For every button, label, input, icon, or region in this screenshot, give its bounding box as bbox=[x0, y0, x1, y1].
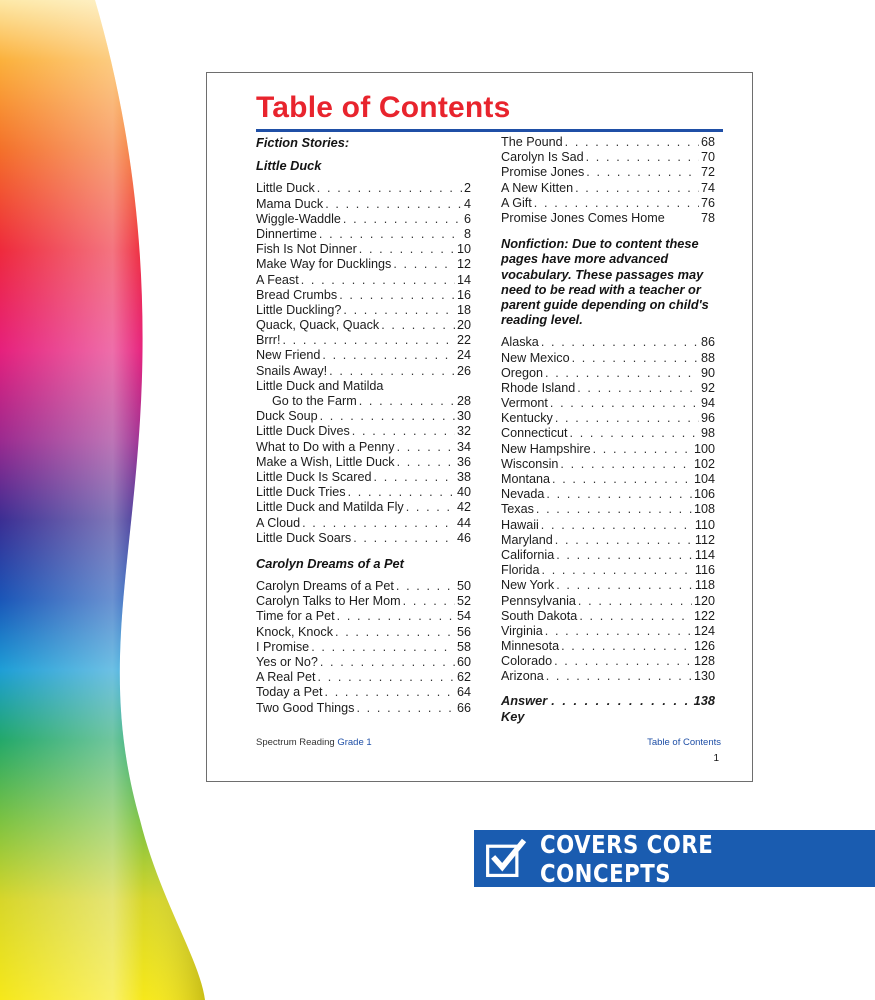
toc-entry[interactable] bbox=[256, 288, 471, 303]
toc-entry[interactable] bbox=[501, 609, 715, 624]
entry-page: 18 bbox=[456, 302, 471, 317]
entry-title: Montana bbox=[501, 472, 551, 487]
entry-title: Brrr! bbox=[256, 333, 281, 348]
entry-page: 106 bbox=[693, 487, 715, 502]
page-title: Table of Contents bbox=[256, 91, 511, 124]
toc-entry[interactable] bbox=[256, 579, 471, 594]
leader-dots bbox=[545, 366, 699, 381]
leader-dots bbox=[542, 563, 693, 578]
entry-title: Florida bbox=[501, 563, 540, 578]
leader-dots bbox=[534, 196, 699, 211]
entry-title: New Hampshire bbox=[501, 441, 591, 456]
entry-title: Promise Jones bbox=[501, 165, 585, 180]
entry-page: 94 bbox=[700, 396, 715, 411]
toc-entry[interactable] bbox=[256, 655, 471, 670]
toc-entry[interactable] bbox=[501, 487, 715, 502]
entry-page: 96 bbox=[700, 411, 715, 426]
entry-title: Two Good Things bbox=[256, 700, 355, 715]
page-number: 1 bbox=[713, 753, 719, 764]
entry-page: 32 bbox=[456, 424, 471, 439]
toc-entry[interactable] bbox=[501, 518, 715, 533]
entry-page: 76 bbox=[700, 195, 715, 210]
toc-entry[interactable] bbox=[256, 670, 471, 685]
toc-entry[interactable] bbox=[501, 426, 715, 441]
entry-page: 56 bbox=[456, 624, 471, 639]
entry-title: Nevada bbox=[501, 487, 545, 502]
entry-page: 90 bbox=[700, 365, 715, 380]
entry-page: 28 bbox=[456, 394, 471, 409]
toc-entry[interactable] bbox=[501, 381, 715, 396]
leader-dots bbox=[545, 624, 692, 639]
toc-entry[interactable] bbox=[256, 455, 471, 470]
entry-title: New Friend bbox=[256, 348, 321, 363]
entry-page: 12 bbox=[456, 257, 471, 272]
entry-title: Maryland bbox=[501, 532, 553, 547]
leader-dots bbox=[555, 411, 699, 426]
footer-series: Spectrum Reading bbox=[256, 737, 335, 748]
entry-page: 40 bbox=[456, 485, 471, 500]
toc-entry[interactable] bbox=[256, 531, 471, 546]
entry-page: 68 bbox=[700, 135, 715, 149]
entry-page: 50 bbox=[456, 579, 471, 594]
toc-entry[interactable] bbox=[501, 351, 715, 366]
entry-page: 70 bbox=[700, 150, 715, 165]
toc-entry[interactable] bbox=[256, 303, 471, 318]
entry-title: Kentucky bbox=[501, 411, 553, 426]
toc-entry[interactable] bbox=[501, 563, 715, 578]
entry-page: 20 bbox=[456, 318, 471, 333]
leader-dots bbox=[335, 625, 455, 640]
entry-title: Snails Away! bbox=[256, 363, 328, 378]
toc-entry[interactable] bbox=[501, 211, 715, 226]
entry-page: 34 bbox=[456, 439, 471, 454]
leader-dots bbox=[393, 257, 455, 272]
leader-dots bbox=[329, 364, 455, 379]
entry-page: 130 bbox=[693, 669, 715, 684]
leader-dots bbox=[325, 685, 455, 700]
entry-page: 116 bbox=[694, 563, 715, 578]
leader-dots bbox=[550, 396, 699, 411]
toc-entry[interactable] bbox=[256, 500, 471, 515]
toc-entry[interactable] bbox=[256, 409, 471, 424]
entry-page: 58 bbox=[456, 639, 471, 654]
leader-dots bbox=[343, 212, 462, 227]
entry-title: Make a Wish, Little Duck bbox=[256, 454, 395, 469]
entry-page: 110 bbox=[694, 517, 715, 532]
leader-dots bbox=[536, 502, 692, 517]
entry-title: Little Duck Is Scared bbox=[256, 469, 372, 484]
leader-dots bbox=[593, 442, 692, 457]
entry-page: 42 bbox=[456, 500, 471, 515]
toc-entry[interactable] bbox=[501, 442, 715, 457]
toc-entry[interactable] bbox=[256, 424, 471, 439]
entry-page: 122 bbox=[693, 608, 715, 623]
entry-title: Vermont bbox=[501, 396, 548, 411]
entry-title: Oregon bbox=[501, 365, 544, 380]
toc-entry[interactable] bbox=[256, 197, 471, 212]
leader-dots bbox=[322, 348, 455, 363]
entry-title: Little Duckling? bbox=[256, 302, 342, 317]
entry-page: 54 bbox=[456, 609, 471, 624]
footer-grade: Grade 1 bbox=[337, 737, 372, 748]
toc-entry[interactable] bbox=[256, 594, 471, 609]
leader-dots bbox=[577, 381, 699, 396]
leader-dots bbox=[356, 701, 455, 716]
entry-page: 114 bbox=[694, 547, 715, 562]
leader-dots bbox=[397, 440, 455, 455]
leader-dots bbox=[352, 424, 455, 439]
toc-entry[interactable] bbox=[256, 364, 471, 379]
leader-dots bbox=[337, 609, 455, 624]
document-page bbox=[206, 72, 753, 782]
entry-title: Pennsylvania bbox=[501, 593, 576, 608]
entry-title: Today a Pet bbox=[256, 685, 323, 700]
leader-dots bbox=[546, 669, 692, 684]
toc-entry[interactable] bbox=[501, 196, 715, 211]
toc-entry[interactable] bbox=[256, 348, 471, 363]
toc-entry[interactable] bbox=[256, 333, 471, 348]
entry-page: 26 bbox=[456, 363, 471, 378]
leader-dots bbox=[359, 242, 455, 257]
entry-page: 16 bbox=[456, 287, 471, 302]
entry-title: Texas bbox=[501, 502, 534, 517]
entry-page: 102 bbox=[693, 456, 715, 471]
toc-entry[interactable] bbox=[501, 578, 715, 593]
entry-title: Fish Is Not Dinner bbox=[256, 242, 357, 257]
entry-page: 124 bbox=[693, 623, 715, 638]
entry-page: 92 bbox=[700, 380, 715, 395]
entry-page: 118 bbox=[694, 578, 715, 593]
toc-entry[interactable] bbox=[256, 470, 471, 485]
leader-dots bbox=[343, 303, 455, 318]
leader-dots bbox=[575, 181, 699, 196]
leader-dots bbox=[320, 655, 455, 670]
leader-dots bbox=[282, 333, 455, 348]
entry-title: A Feast bbox=[256, 272, 299, 287]
badge-label: COVERS CORE CONCEPTS bbox=[539, 829, 714, 888]
entry-page: 24 bbox=[456, 348, 471, 363]
leader-dots bbox=[565, 135, 699, 150]
entry-title: Bread Crumbs bbox=[256, 287, 338, 302]
entry-title: Virginia bbox=[501, 623, 543, 638]
toc-entry[interactable] bbox=[501, 548, 715, 563]
leader-dots bbox=[578, 594, 692, 609]
entry-page: 10 bbox=[456, 242, 471, 257]
entry-title: Mama Duck bbox=[256, 196, 324, 211]
section-heading: Little Duck bbox=[256, 158, 322, 174]
toc-entry[interactable] bbox=[256, 379, 471, 394]
entry-page: 62 bbox=[456, 670, 471, 685]
entry-title: Time for a Pet bbox=[256, 609, 335, 624]
entry-title: A Gift bbox=[501, 195, 532, 210]
leader-dots bbox=[546, 487, 692, 502]
toc-entry[interactable] bbox=[501, 533, 715, 548]
toc-entry[interactable] bbox=[501, 135, 715, 150]
toc-entry[interactable] bbox=[501, 396, 715, 411]
entry-title: Quack, Quack, Quack bbox=[256, 318, 380, 333]
leader-dots bbox=[339, 288, 455, 303]
entry-page: 74 bbox=[700, 180, 715, 195]
entry-title: Promise Jones Comes Home bbox=[501, 210, 665, 225]
section-heading: Fiction Stories: bbox=[256, 135, 350, 150]
entry-title: Go to the Farm bbox=[272, 394, 357, 409]
leader-dots bbox=[359, 394, 455, 409]
leader-dots bbox=[560, 457, 692, 472]
entry-title: Little Duck and Matilda Fly bbox=[256, 500, 404, 515]
toc-entry[interactable] bbox=[256, 273, 471, 288]
entry-title: Answer Key bbox=[501, 692, 548, 724]
entry-page: 22 bbox=[456, 333, 471, 348]
toc-entry[interactable] bbox=[256, 394, 471, 409]
entry-title: California bbox=[501, 547, 555, 562]
entry-page: 128 bbox=[693, 654, 715, 669]
entry-page: 2 bbox=[463, 181, 471, 196]
leader-dots bbox=[396, 579, 455, 594]
entry-page: 138 bbox=[693, 692, 715, 708]
entry-title: I Promise bbox=[256, 639, 310, 654]
toc-entry[interactable] bbox=[256, 485, 471, 500]
toc-entry[interactable] bbox=[256, 227, 471, 242]
entry-title: Connecticut bbox=[501, 426, 568, 441]
leader-dots bbox=[556, 578, 693, 593]
toc-entry[interactable] bbox=[501, 181, 715, 196]
rainbow-ribbon-decoration bbox=[0, 0, 220, 1000]
entry-title: A Real Pet bbox=[256, 670, 316, 685]
entry-page: 4 bbox=[463, 196, 471, 211]
nonfiction-note: Nonfiction: Due to content these pages have more advanced vocabulary. These passages may need to be read with a teacher or parent guide depending on child's reading level. bbox=[501, 236, 709, 328]
toc-entry[interactable] bbox=[256, 516, 471, 531]
entry-title: Alaska bbox=[501, 335, 539, 350]
entry-title: Wisconsin bbox=[501, 456, 559, 471]
leader-dots bbox=[325, 197, 462, 212]
entry-title: Carolyn Dreams of a Pet bbox=[256, 579, 394, 594]
toc-entry[interactable] bbox=[501, 165, 715, 180]
entry-title: The Pound bbox=[501, 135, 563, 149]
entry-page: 14 bbox=[456, 272, 471, 287]
toc-entry[interactable] bbox=[501, 639, 715, 654]
toc-entry[interactable] bbox=[501, 502, 715, 517]
toc-entry[interactable] bbox=[256, 625, 471, 640]
leader-dots bbox=[541, 518, 693, 533]
entry-page: 36 bbox=[456, 454, 471, 469]
entry-title: A New Kitten bbox=[501, 180, 574, 195]
toc-entry[interactable] bbox=[501, 366, 715, 381]
entry-page: 120 bbox=[693, 593, 715, 608]
leader-dots bbox=[317, 181, 462, 196]
leader-dots bbox=[586, 165, 699, 180]
toc-entry[interactable] bbox=[501, 150, 715, 165]
leader-dots bbox=[541, 335, 699, 350]
leader-dots bbox=[301, 273, 455, 288]
leader-dots bbox=[374, 470, 455, 485]
toc-entry[interactable] bbox=[256, 609, 471, 624]
leader-dots bbox=[311, 640, 455, 655]
toc-entry[interactable] bbox=[256, 685, 471, 700]
leader-dots bbox=[555, 533, 693, 548]
toc-entry[interactable] bbox=[256, 440, 471, 455]
entry-page: 72 bbox=[700, 165, 715, 180]
toc-entry[interactable] bbox=[501, 654, 715, 669]
toc-entry[interactable] bbox=[256, 181, 471, 196]
entry-title: New York bbox=[501, 578, 555, 593]
leader-dots bbox=[579, 609, 692, 624]
entry-title: A Cloud bbox=[256, 515, 301, 530]
covers-core-concepts-badge bbox=[474, 830, 875, 887]
entry-title: Duck Soup bbox=[256, 409, 318, 424]
toc-entry[interactable] bbox=[501, 335, 715, 350]
toc-entry[interactable] bbox=[501, 472, 715, 487]
entry-page: 30 bbox=[456, 409, 471, 424]
leader-dots bbox=[348, 485, 455, 500]
toc-entry[interactable] bbox=[256, 257, 471, 272]
leader-dots bbox=[561, 639, 692, 654]
entry-title: Knock, Knock bbox=[256, 624, 334, 639]
leader-dots bbox=[403, 594, 455, 609]
entry-page: 66 bbox=[456, 700, 471, 715]
leader-dots bbox=[570, 426, 699, 441]
entry-title: Hawaii bbox=[501, 517, 539, 532]
entry-page: 64 bbox=[456, 685, 471, 700]
leader-dots bbox=[319, 227, 462, 242]
entry-title: Little Duck and Matilda bbox=[256, 378, 384, 393]
leader-dots bbox=[397, 455, 455, 470]
entry-title: Carolyn Is Sad bbox=[501, 150, 584, 165]
toc-entry[interactable] bbox=[501, 669, 715, 684]
entry-page: 98 bbox=[700, 426, 715, 441]
entry-page: 86 bbox=[700, 335, 715, 350]
leader-dots bbox=[381, 318, 455, 333]
entry-title: Little Duck Dives bbox=[256, 424, 350, 439]
leader-dots bbox=[556, 548, 693, 563]
entry-page: 52 bbox=[456, 594, 471, 609]
entry-page: 126 bbox=[693, 639, 715, 654]
entry-page: 104 bbox=[693, 472, 715, 487]
toc-entry[interactable] bbox=[501, 411, 715, 426]
title-underline bbox=[256, 129, 723, 132]
entry-title: Wiggle-Waddle bbox=[256, 211, 341, 226]
toc-entry[interactable] bbox=[501, 594, 715, 609]
entry-title: Little Duck Soars bbox=[256, 530, 352, 545]
toc-entry[interactable] bbox=[256, 318, 471, 333]
leader-dots bbox=[552, 472, 692, 487]
leader-dots bbox=[318, 670, 455, 685]
entry-page: 100 bbox=[693, 441, 715, 456]
toc-entry[interactable] bbox=[256, 242, 471, 257]
left-column bbox=[256, 135, 471, 716]
entry-title: South Dakota bbox=[501, 608, 578, 623]
leader-dots bbox=[572, 351, 699, 366]
right-column bbox=[501, 135, 715, 725]
entry-title: Carolyn Talks to Her Mom bbox=[256, 594, 401, 609]
entry-page: 46 bbox=[456, 530, 471, 545]
toc-entry[interactable] bbox=[501, 457, 715, 472]
toc-entry[interactable] bbox=[501, 624, 715, 639]
leader-dots bbox=[320, 409, 455, 424]
entry-page: 108 bbox=[693, 502, 715, 517]
entry-title: New Mexico bbox=[501, 350, 570, 365]
leader-dots bbox=[302, 516, 455, 531]
entry-title: Minnesota bbox=[501, 639, 560, 654]
toc-entry[interactable] bbox=[256, 701, 471, 716]
footer-left bbox=[256, 737, 372, 748]
leader-dots bbox=[551, 693, 689, 709]
leader-dots bbox=[353, 531, 455, 546]
entry-title: Make Way for Ducklings bbox=[256, 257, 392, 272]
entry-title: Little Duck bbox=[256, 181, 315, 196]
entry-page: 78 bbox=[700, 210, 715, 225]
entry-title: What to Do with a Penny bbox=[256, 439, 395, 454]
entry-page: 38 bbox=[456, 469, 471, 484]
entry-title: Colorado bbox=[501, 654, 553, 669]
entry-title: Little Duck Tries bbox=[256, 485, 346, 500]
toc-entry[interactable] bbox=[256, 212, 471, 227]
leader-dots bbox=[406, 500, 455, 515]
entry-title: Arizona bbox=[501, 669, 544, 684]
entry-title: Dinnertime bbox=[256, 226, 317, 241]
entry-page: 8 bbox=[463, 226, 471, 241]
toc-entry[interactable] bbox=[256, 640, 471, 655]
entry-page: 60 bbox=[456, 655, 471, 670]
section-heading: Carolyn Dreams of a Pet bbox=[256, 555, 404, 571]
checkbox-check-icon bbox=[484, 835, 528, 883]
entry-page: 112 bbox=[694, 532, 715, 547]
answer-key-entry[interactable] bbox=[501, 693, 715, 725]
entry-page: 6 bbox=[463, 211, 471, 226]
leader-dots bbox=[586, 150, 699, 165]
entry-title: Rhode Island bbox=[501, 380, 576, 395]
footer-section-title: Table of Contents bbox=[647, 737, 721, 748]
leader-dots bbox=[554, 654, 692, 669]
entry-page: 44 bbox=[456, 515, 471, 530]
entry-title: Yes or No? bbox=[256, 655, 318, 670]
entry-page: 88 bbox=[700, 350, 715, 365]
